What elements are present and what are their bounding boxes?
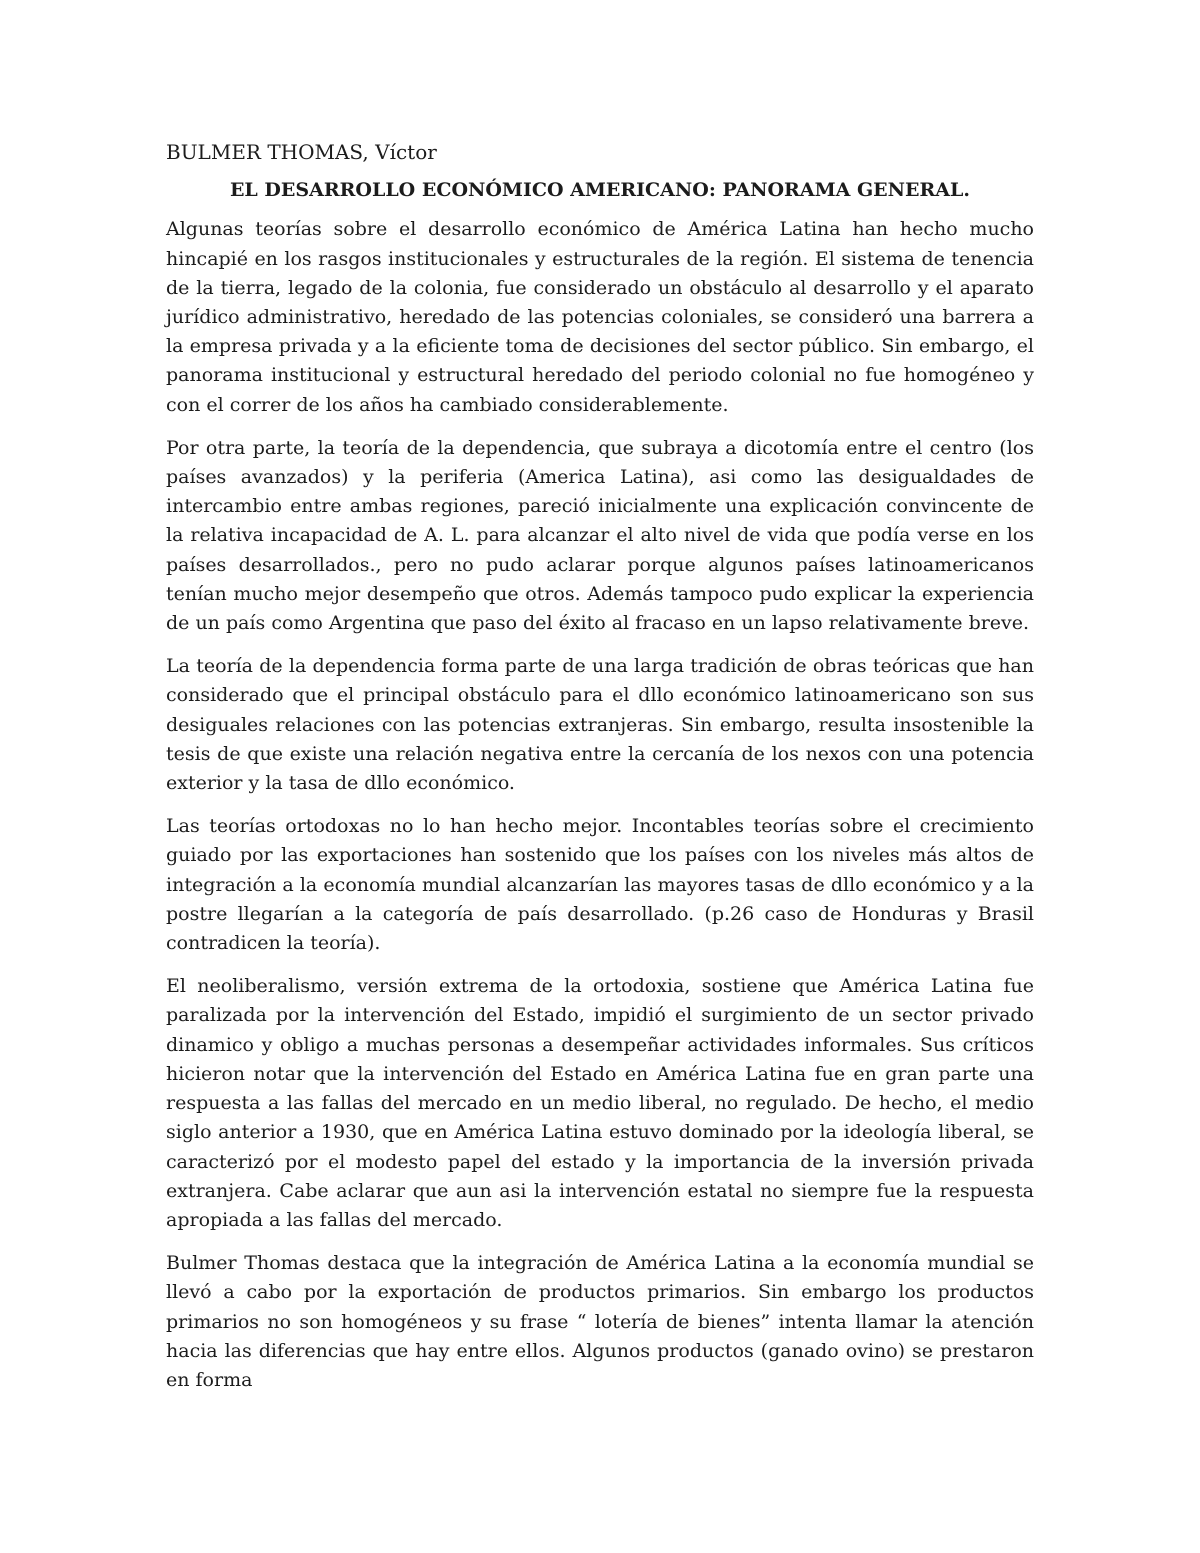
paragraph-1: Algunas teorías sobre el desarrollo económico de América Latina han hecho mucho hincapié en los rasgos institucionales y estructurales de la región. El sistema de tenencia de la tierra, legado de la colonia, fue considerado un obstáculo al desarrollo y el aparato jurídico administrativo, heredado de las potencias coloniales, se consideró una barrera a la empresa privada y a la eficiente toma de decisiones del sector público. Sin embargo, el panorama institucional y estructural heredado del periodo colonial no fue homogéneo y con el correr de los años ha cambiado considerablemente. bbox=[166, 218, 1034, 416]
paragraph-6: Bulmer Thomas destaca que la integración de América Latina a la economía mundial se llevó a cabo por la exportación de productos primarios. Sin embargo los productos primarios no son homogéneos y su frase “ lotería de bienes” intenta llamar la atención hacia las diferencias que hay entre ellos. Algunos productos (ganado ovino) se prestaron en forma bbox=[166, 1252, 1034, 1391]
paragraph-3: La teoría de la dependencia forma parte de una larga tradición de obras teóricas que han considerado que el principal obstáculo para el dllo económico latinoamericano son sus desiguales relaciones con las potencias extranjeras. Sin embargo, resulta insostenible la tesis de que existe una relación negativa entre la cercanía de los nexos con una potencia exterior y la tasa de dllo económico. bbox=[166, 655, 1034, 795]
author-line: BULMER THOMAS, Víctor bbox=[166, 140, 437, 164]
paragraph-2: Por otra parte, la teoría de la dependencia, que subraya a dicotomía entre el centro (los países avanzados) y la periferia (America Latina), asi como las desigualdades de intercambio entre ambas regiones, pareció inicialmente una explicación convincente de la relativa incapacidad de A. L. para alcanzar el alto nivel de vida que podía verse en los países desarrollados., pero no pudo aclarar porque algunos países latinoamericanos tenían mucho mejor desempeño que otros. Además tampoco pudo explicar la experiencia de un país como Argentina que paso del éxito al fracaso en un lapso relativamente breve. bbox=[166, 436, 1034, 635]
paragraph-4: Las teorías ortodoxas no lo han hecho mejor. Incontables teorías sobre el crecimiento guiado por las exportaciones han sostenido que los países con los niveles más altos de integración a la economía mundial alcanzarían las mayores tasas de dllo económico y a la postre llegarían a la categoría de país desarrollado. (p.26 caso de Honduras y Brasil contradicen la teoría). bbox=[166, 815, 1034, 955]
paragraph-5: El neoliberalismo, versión extrema de la ortodoxia, sostiene que América Latina fue paralizada por la intervención del Estado, impidió el surgimiento de un sector privado dinamico y obligo a muchas personas a desempeñar actividades informales. Sus críticos hicieron notar que la intervención del Estado en América Latina fue en gran parte una respuesta a las fallas del mercado en un medio liberal, no regulado. De hecho, el medio siglo anterior a 1930, que en América Latina estuvo dominado por la ideología liberal, se caracterizó por el modesto papel del estado y la importancia de la inversión privada extranjera. Cabe aclarar que aun asi la intervención estatal no siempre fue la respuesta apropiada a las fallas del mercado. bbox=[166, 975, 1034, 1231]
document-title: EL DESARROLLO ECONÓMICO AMERICANO: PANORAMA GENERAL. bbox=[229, 179, 971, 202]
